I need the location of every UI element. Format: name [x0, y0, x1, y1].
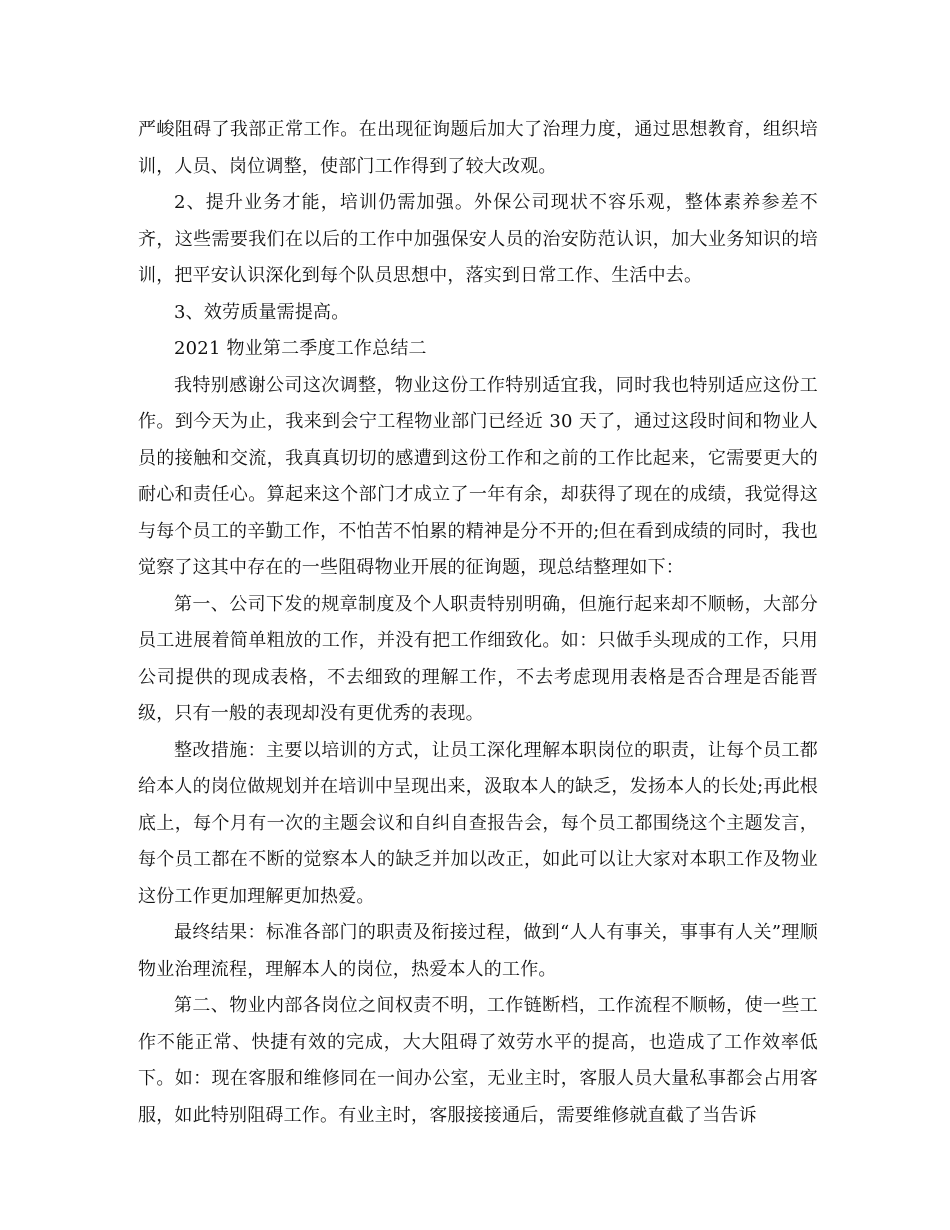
paragraph-result: 最终结果：标准各部门的职责及衔接过程，做到“人人有事关，事事有人关”理顺物业治理流程，理解本人的岗位，热爱本人的工作。 [138, 922, 818, 980]
paragraph-item-3: 3、效劳质量需提高。 [174, 301, 350, 323]
paragraph-first-issue: 第一、公司下发的规章制度及个人职责特别明确，但施行起来却不顺畅，大部分员工进展着简单粗放的工作，并没有把工作细致化。如：只做手头现成的工作，只用公司提供的现成表格，不去细致的理解工作，不去考虑现用表格是否合理是否能晋级，只有一般的表现却没有更优秀的表现。 [138, 593, 818, 724]
paragraph-continued: 严峻阻碍了我部正常工作。在出现征询题后加大了治理力度，通过思想教育，组织培训，人员、岗位调整，使部门工作得到了较大改观。 [138, 119, 818, 177]
section-heading: 2021 物业第二季度工作总结二 [174, 338, 427, 359]
paragraph-item-2: 2、提升业务才能，培训仍需加强。外保公司现状不容乐观，整体素养参差不齐，这些需要我们在以后的工作中加强保安人员的治安防范认识，加大业务知识的培训，把平安认识深化到每个队员思想中，落实到日常工作、生活中去。 [138, 192, 818, 286]
paragraph-second-issue: 第二、物业内部各岗位之间权责不明，工作链断档，工作流程不顺畅，使一些工作不能正常、快捷有效的完成，大大阻碍了效劳水平的提高，也造成了工作效率低下。如：现在客服和维修同在一间办公室，无业主时，客服人员大量私事都会占用客服，如此特别阻碍工作。有业主时，客服接接通后，需要维修就直截了当告诉 [138, 995, 818, 1126]
document-body [138, 112, 818, 1134]
paragraph-intro: 我特别感谢公司这次调整，物业这份工作特别适宜我，同时我也特别适应这份工作。到今天为止，我来到会宁工程物业部门已经近 30 天了，通过这段时间和物业人员的接触和交流，我真真切切的感遭到这份工作和之前的工作比起来，它需要更大的耐心和责任心。算起来这个部门才成立了一年有余，却获得了现在的成绩，我觉得这与每个员工的辛勤工作，不怕苦不怕累的精神是分不开的;但在看到成绩的同时，我也觉察了这其中存在的一些阻碍物业开展的征询题，现总结整理如下： [138, 374, 818, 578]
paragraph-measures: 整改措施：主要以培训的方式，让员工深化理解本职岗位的职责，让每个员工都给本人的岗位做规划并在培训中呈现出来，汲取本人的缺乏，发扬本人的长处;再此根底上，每个月有一次的主题会议和自纠自查报告会，每个员工都围绕这个主题发言，每个员工都在不断的觉察本人的缺乏并加以改正，如此可以让大家对本职工作及物业这份工作更加理解更加热爱。 [138, 739, 818, 907]
